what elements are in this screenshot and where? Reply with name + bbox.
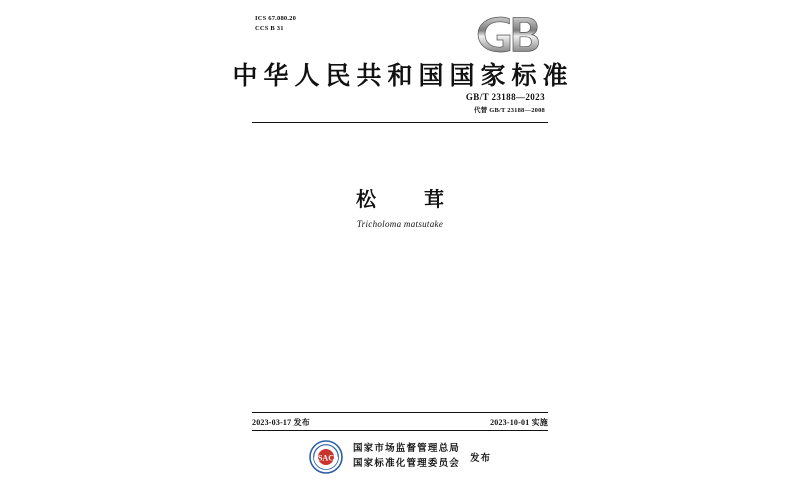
issuer-block (0, 440, 800, 474)
standard-number: GB/T 23188—2023 (465, 92, 545, 102)
divider-top (252, 122, 548, 123)
effective-date: 2023-10-01 实施 (490, 418, 548, 427)
svg-text:SAC: SAC (317, 453, 334, 463)
document-title: 松 茸 (356, 189, 458, 211)
dates-row (252, 417, 548, 428)
divider-footer (252, 430, 548, 431)
national-standard-title: 中华人民共和国国家标准 (232, 63, 574, 90)
issuer-line-2: 国家标准化管理委员会 (352, 459, 460, 469)
sac-emblem-icon (309, 440, 343, 474)
divider-bottom (252, 412, 548, 413)
classification-codes (255, 14, 296, 34)
issue-date: 2023-03-17 发布 (252, 418, 310, 427)
issuer-line-1: 国家市场监督管理总局 (352, 444, 460, 455)
issuer-names (353, 442, 460, 471)
publish-word: 发布 (470, 454, 492, 464)
document-title-latin: Tricholoma matsutake (356, 219, 444, 229)
replaced-standard: 代替 GB/T 23188—2008 (473, 107, 545, 114)
ics-code: ICS 67.080.20 (255, 15, 297, 22)
standard-number-block (466, 92, 545, 114)
gb-logo-icon (470, 12, 542, 56)
ccs-code: CCS B 31 (255, 24, 284, 32)
